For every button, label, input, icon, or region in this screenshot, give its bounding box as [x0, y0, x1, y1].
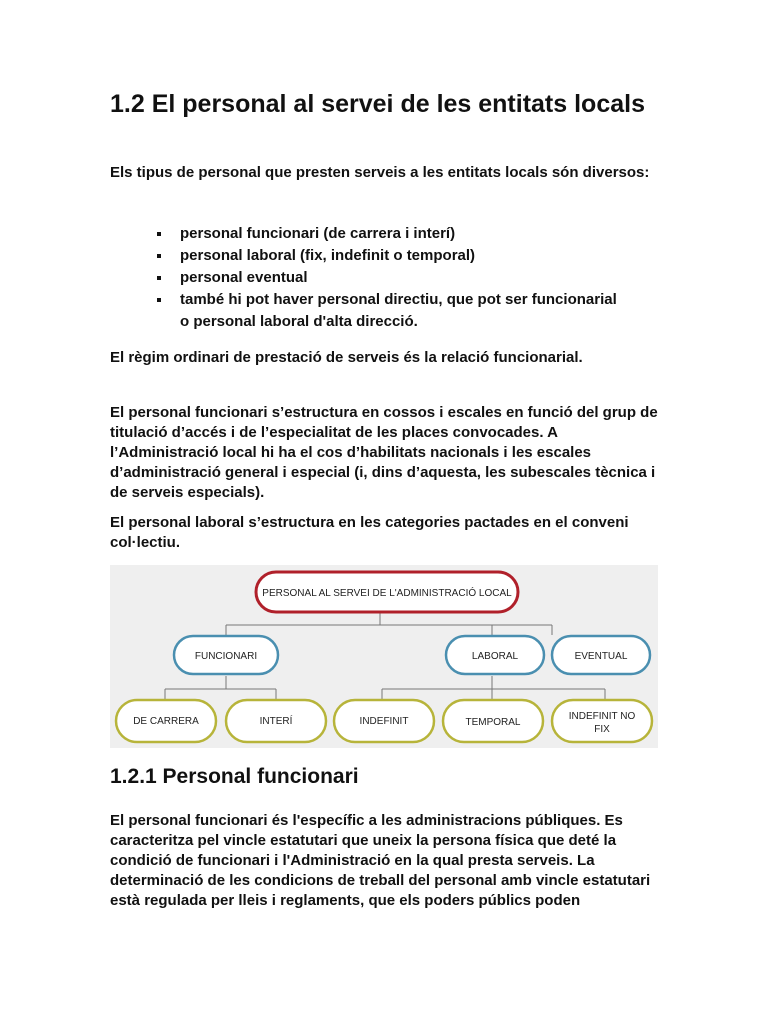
eventual-node-label: EVENTUAL [574, 651, 628, 662]
indefinit-no-fix-node-label-line1: INDEFINIT NO [568, 711, 636, 722]
laboral-node-label: LABORAL [471, 651, 519, 662]
root-node-label: PERSONAL AL SERVEI DE L'ADMINISTRACIÓ LOCAL [262, 588, 512, 599]
laboral-structure-paragraph: El personal laboral s’estructura en les categories pactades en el conveni col·lectiu. [110, 514, 629, 551]
list-item: també hi pot haver personal directiu, que pot ser funcionarial o personal laboral d'alta direcció. [156, 289, 626, 333]
subsection-heading: 1.2.1 Personal funcionari [110, 765, 359, 788]
funcionari-node-label: FUNCIONARI [194, 651, 258, 662]
body-paragraph: El personal funcionari és l'específic a les administracions públiques. Es caracteritza pel vincle estatutari que uneix la persona física que deté la condició de funcionari i l'Administració en la qual presta serveis. La determinació de les condicions de treball del personal amb vincle estatutari està regulada per lleis i reglaments, que els poders públics poden [110, 812, 651, 909]
funcionari-structure-paragraph: El personal funcionari s’estructura en cossos i escales en funció del grup de titulació d’accés i de l’especialitat de les places convocades. A l’Administració local hi ha el cos d’habilitats nacionals i les escales d’administració general i especial (i, dins d’aquesta, les subescales tècnica i de serveis especials). [110, 404, 658, 501]
indefinit-no-fix-node-label-line2: FIX [594, 724, 610, 735]
list-item: personal laboral (fix, indefinit o temporal) [156, 245, 626, 267]
interi-node-label: INTERÍ [259, 716, 293, 727]
temporal-node-label: TEMPORAL [465, 717, 521, 728]
list-item: personal eventual [156, 267, 626, 289]
org-chart-svg [110, 565, 658, 748]
regime-paragraph: El règim ordinari de prestació de serveis és la relació funcionarial. [110, 349, 583, 366]
personnel-types-list [156, 223, 626, 333]
de-carrera-node-label: DE CARRERA [133, 716, 199, 727]
indefinit-node-label: INDEFINIT [359, 716, 409, 727]
list-item: personal funcionari (de carrera i interí) [156, 223, 626, 245]
personnel-org-chart [110, 565, 658, 748]
intro-paragraph: Els tipus de personal que presten serveis a les entitats locals són diversos: [110, 164, 650, 181]
section-heading: 1.2 El personal al servei de les entitats locals [110, 90, 645, 118]
